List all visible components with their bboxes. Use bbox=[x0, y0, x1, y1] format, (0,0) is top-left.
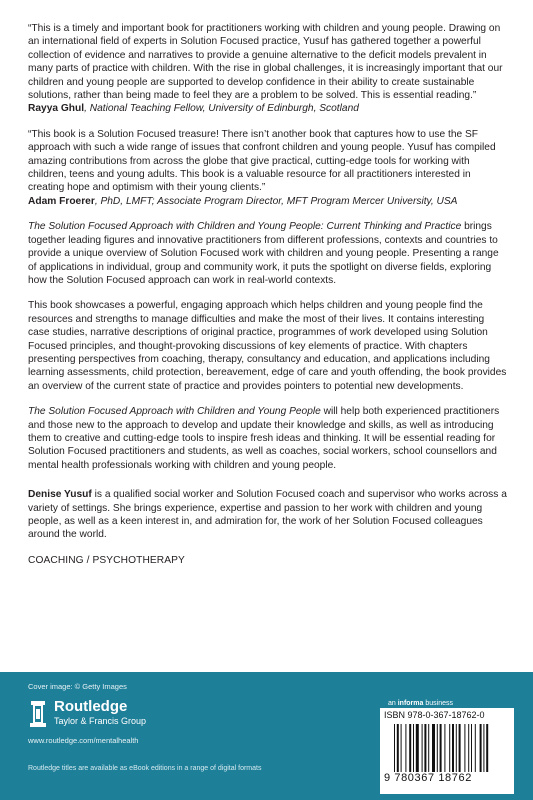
endorsement-1-name: Rayya Ghul bbox=[28, 103, 85, 115]
description-paragraph-1 bbox=[28, 220, 508, 287]
barcode-bar bbox=[452, 724, 454, 772]
barcode-bar bbox=[456, 724, 457, 772]
barcode-bar bbox=[459, 724, 461, 772]
book-title-ref-2: The Solution Focused Approach with Children and Young People bbox=[28, 406, 321, 418]
barcode-bar bbox=[475, 724, 476, 772]
barcode-bar bbox=[432, 724, 435, 772]
barcode-bar bbox=[449, 724, 450, 772]
barcode-bar bbox=[480, 724, 482, 772]
book-title-ref-1: The Solution Focused Approach with Children and Young People: Current Thinking and Practice bbox=[28, 221, 462, 233]
author-name: Denise Yusuf bbox=[28, 489, 92, 501]
barcode-bar bbox=[405, 724, 406, 772]
barcode-bar bbox=[444, 724, 445, 772]
endorsement-1-affiliation: , National Teaching Fellow, University of Edinburgh, Scotland bbox=[84, 103, 359, 115]
endorsement-2-text: “This book is a Solution Focused treasure! There isn’t another book that captures how to use the SF approach with such a wide range of issues that confront children and young people. Yusuf has compiled amazing contributions from across the globe that give practical, cutting-edge tools for working with children, teens and young adults. This book is a valuable resource for all practitioners interested in creating hope and optimism with their young clients.” bbox=[28, 128, 496, 194]
endorsement-2-affiliation: , PhD, LMFT; Associate Program Director, MFT Program Mercer University, USA bbox=[94, 195, 458, 207]
barcode-bar bbox=[416, 724, 419, 772]
barcode-bar bbox=[428, 724, 429, 772]
publisher-name: Routledge bbox=[54, 698, 128, 715]
endorsement-2 bbox=[28, 128, 508, 208]
informa-business-tag bbox=[388, 700, 453, 707]
description-paragraph-2: This book showcases a powerful, engaging approach which helps children and young people find the resources and strengths to manage difficulties and make the most of their lives. It contains interesting case studies, narrative descriptions of original practice, programmes of work developed using Solution Focused principles, and thought-provoking discussions of key elements of practice. With chapters presenting perspectives from coaching, therapy, consultancy and education, and applications including learning assessments, child protection, bereavement, edge of care and youth offending, the book provides an overview of the current state of practice and provides pointers to potential new developments. bbox=[28, 300, 507, 392]
informa-brand: informa bbox=[397, 700, 424, 707]
author-bio bbox=[28, 488, 508, 542]
barcode-panel bbox=[380, 708, 514, 794]
subject-category: COACHING / PSYCHOTHERAPY bbox=[28, 554, 185, 566]
barcode-bar bbox=[409, 724, 411, 772]
barcode-icon bbox=[394, 724, 502, 772]
barcode-bar bbox=[422, 724, 423, 772]
isbn-number: ISBN 978-0-367-18762-0 bbox=[384, 710, 485, 720]
description-paragraph-3 bbox=[28, 405, 508, 472]
barcode-bar bbox=[413, 724, 414, 772]
informa-prefix: an bbox=[388, 700, 398, 707]
barcode-bar bbox=[424, 724, 426, 772]
endorsement-1-attribution bbox=[28, 102, 508, 115]
endorsement-1 bbox=[28, 22, 508, 116]
barcode-bar bbox=[468, 724, 469, 772]
informa-suffix: business bbox=[423, 700, 453, 707]
publisher-footer bbox=[0, 672, 533, 800]
publisher-url[interactable]: www.routledge.com/mentalhealth bbox=[28, 736, 139, 745]
barcode-bar bbox=[483, 724, 484, 772]
barcode-bar bbox=[486, 724, 488, 772]
endorsement-2-name: Adam Froerer bbox=[28, 195, 95, 207]
description-paragraph-1-text: brings together leading figures and innovative practitioners from different professions, contexts and countries to provide a unique overview of Solution Focused work with children and young people. Presenting a range of applications in individual, group and community work, it puts the spotlight on diverse fields, exploring how the Solution Focused approach can work in real-world contexts. bbox=[28, 221, 499, 286]
endorsement-1-text: “This is a timely and important book for practitioners working with children and young people. Drawing on an international field of experts in Solution Focused practice, Yusuf has gathered together a powerful collection of evidence and narratives to provide a genuine alternative to the deficit models prevalent in many parts of practice with children. With the rise in global challenges, it is increasingly important that our children and young people are supported to develop confidence in their ability to create sustainable solutions, rather than being made to feel they are a problem to be solved. This is essential reading.” bbox=[28, 23, 503, 102]
routledge-mark-icon bbox=[28, 700, 48, 730]
barcode-bar bbox=[394, 724, 395, 772]
barcode-bar bbox=[397, 724, 399, 772]
publisher-group: Taylor & Francis Group bbox=[54, 716, 147, 726]
barcode-bar bbox=[471, 724, 472, 772]
barcode-bar bbox=[437, 724, 438, 772]
barcode-bar bbox=[464, 724, 465, 772]
content-column bbox=[28, 22, 508, 567]
barcode-bar bbox=[401, 724, 402, 772]
description-paragraph-3-text: will help both experienced practitioners and those new to the approach to develop and update their knowledge and skills, as well as introducing them to creative and cutting-edge tools to inspire fresh ideas and thinking. It will be essential reading for Solution Focused practitioners and students, as well as coaches, social workers, school counsellors and mental health professionals working with children and young people. bbox=[28, 406, 500, 471]
routledge-logo bbox=[28, 698, 228, 748]
cover-image-credit: Cover image: © Getty Images bbox=[28, 682, 127, 691]
endorsement-2-attribution bbox=[28, 195, 508, 208]
author-bio-text: is a qualified social worker and Solution Focused coach and supervisor who works across a variety of settings. She brings experience, expertise and passion to her work with children and young people, as well as a keen interest in, and admiration for, the work of her Solution Focused colleagues around the world. bbox=[28, 489, 507, 541]
barcode-digits: 9 780367 18762 bbox=[384, 772, 472, 784]
ebook-availability-note: Routledge titles are available as eBook editions in a range of digital formats bbox=[28, 765, 262, 772]
barcode-bar bbox=[440, 724, 442, 772]
